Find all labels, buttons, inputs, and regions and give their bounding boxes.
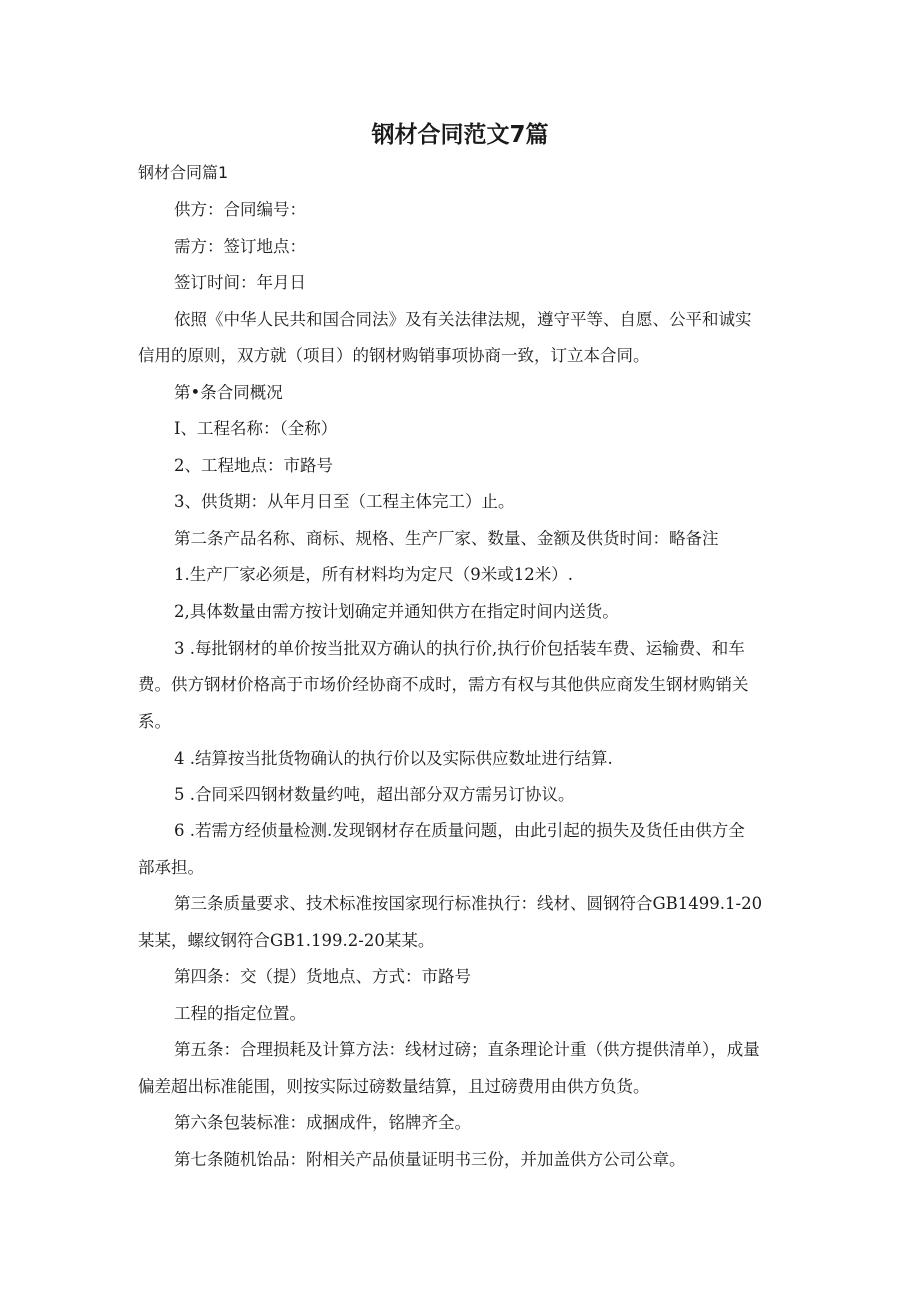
paragraph: 3、供货期：从年月日至（工程主体完工）止。 <box>174 492 515 511</box>
paragraph: 第•条合同概况 <box>174 383 283 402</box>
paragraph: 第四条：交（提）货地点、方式：市路号 <box>174 967 471 986</box>
paragraph: 费。供方钢材价格高于市场价经协商不成时，需方有权与其他供应商发生钢材购销关 <box>138 675 749 694</box>
paragraph: 4 .结算按当批货物确认的执行价以及实际供应数址进行结算. <box>174 749 613 768</box>
paragraph: 需方：签订地点： <box>174 237 306 256</box>
paragraph: 第五条：合理损耗及计算方法：线材过磅；直条理论计重（供方提供清单），成量 <box>174 1040 760 1059</box>
paragraph: 第二条产品名称、商标、规格、生产厂家、数量、金额及供货时间：略备注 <box>174 529 719 548</box>
paragraph: 5 .合同采四钢材数量约吨，超出部分双方需另订协议。 <box>174 785 575 804</box>
paragraph: 1.生产厂家必须是，所有材料均为定尺（9米或12米）. <box>174 565 573 584</box>
paragraph: 第六条包装标准：成捆成件，铭牌齐全。 <box>174 1113 471 1132</box>
paragraph: 工程的指定位置。 <box>174 1004 306 1023</box>
paragraph: 部承担。 <box>138 858 204 877</box>
paragraph: 信用的原则，双方就（项目）的钢材购销事项协商一致，订立本合同。 <box>138 346 650 365</box>
paragraph: 依照《中华人民共和国合同法》及有关法律法规，遵守平等、自愿、公平和诚实 <box>174 310 752 329</box>
paragraph: 供方：合同编号： <box>174 200 306 219</box>
document-title: 钢材合同范文7篇 <box>371 122 549 148</box>
paragraph: 6 .若需方经侦量检测.发现钢材存在质量问题，由此引起的损失及货任由供方全 <box>174 821 745 840</box>
paragraph: 某某，螺纹钢符合GB1.199.2-20某某。 <box>138 931 435 950</box>
paragraph: 第三条质量要求、技术标准按国家现行标准执行：线材、圆钢符合GB1499.1-20 <box>174 894 763 913</box>
paragraph: 签订时间：年月日 <box>174 273 306 292</box>
paragraph: I、工程名称：（全称） <box>174 419 338 438</box>
section-heading: 钢材合同篇1 <box>138 163 229 182</box>
paragraph: 2,具体数量由需方按计划确定并通知供方在指定时间内送货。 <box>174 602 619 621</box>
paragraph: 3 .每批钢材的单价按当批双方确认的执行价,执行价包括装车费、运输费、和车 <box>174 639 745 658</box>
paragraph: 系。 <box>138 712 171 731</box>
paragraph: 偏差超出标准能围，则按实际过磅数量结算，且过磅费用由供方负货。 <box>138 1077 650 1096</box>
paragraph: 第七条随机饴品：附相关产品侦量证明书三份，并加盖供方公司公章。 <box>174 1150 686 1169</box>
paragraph: 2、工程地点：市路号 <box>174 456 333 475</box>
